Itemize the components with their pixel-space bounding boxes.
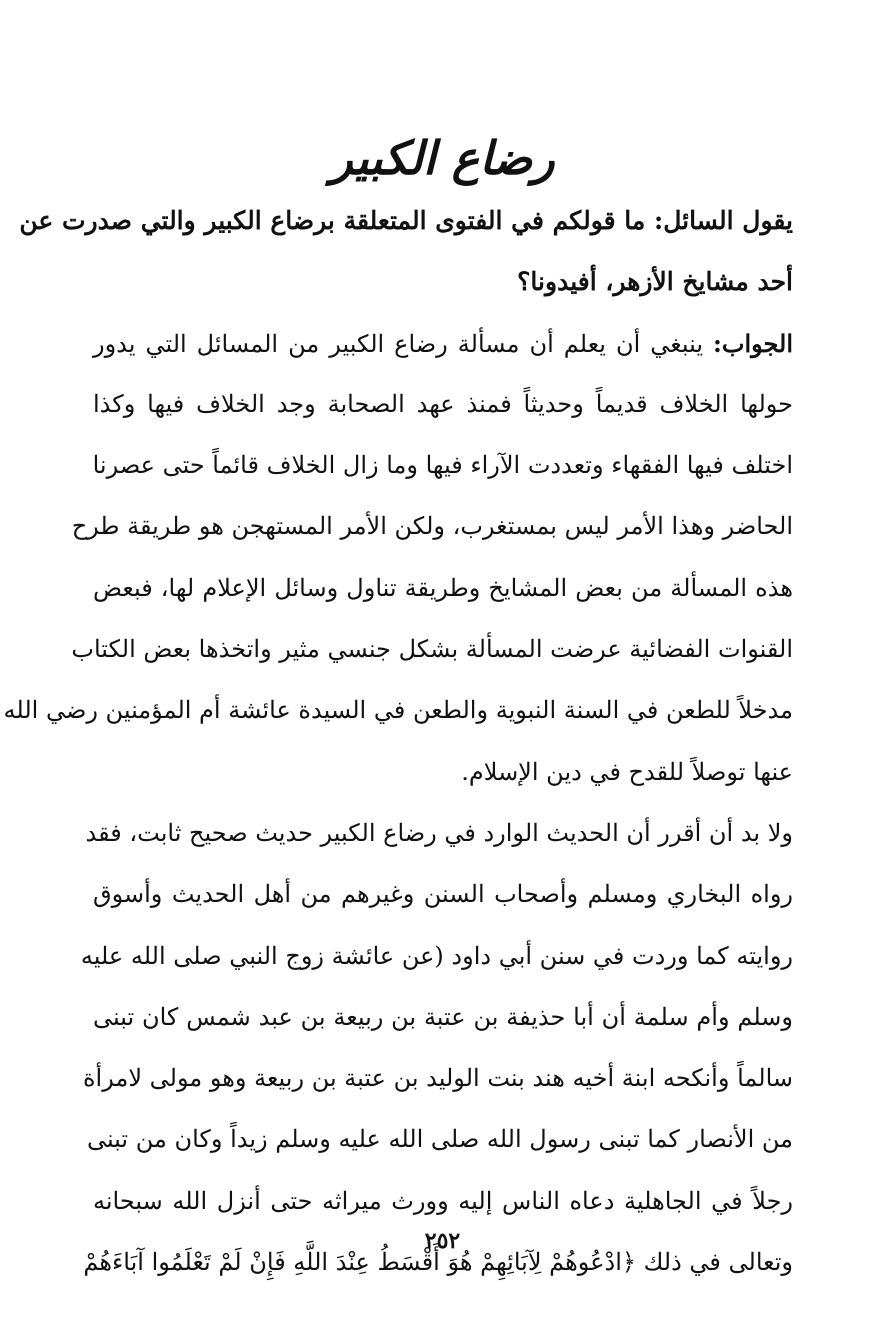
answer-line: الحاضر وهذا الأمر ليس بمستغرب، ولكن الأمر المستهجن هو طريقة طرح bbox=[71, 512, 793, 541]
paragraph-line: ولا بد أن أقرر أن الحديث الوارد في رضاع الكبير حديث صحيح ثابت، فقد bbox=[85, 818, 793, 847]
paragraph-line: وتعالى في ذلك ﴿ادْعُوهُمْ لِآبَائِهِمْ هُوَ أَقْسَطُ عِنْدَ اللَّهِ فَإِنْ لَمْ تَعْلَمُوا آبَاءَهُمْ bbox=[83, 1248, 793, 1277]
answer-line: اختلف فيها الفقهاء وتعددت الآراء فيها وما زال الخلاف قائماً حتى عصرنا bbox=[92, 451, 793, 480]
answer-line: القنوات الفضائية عرضت المسألة بشكل جنسي مثير واتخذها بعض الكتاب bbox=[71, 635, 793, 664]
paragraph-line: روايته كما وردت في سنن أبي داود (عن عائشة زوج النبي صلى الله عليه bbox=[80, 941, 793, 970]
paragraph-line: من الأنصار كما تبنى رسول الله صلى الله عليه وسلم زيداً وكان من تبنى bbox=[86, 1125, 793, 1154]
answer-line: هذه المسألة من بعض المشايخ وطريقة تناول وسائل الإعلام لها، فبعض bbox=[93, 573, 793, 602]
paragraph-line: وسلم وأم سلمة أن أبا حذيفة بن عتبة بن ربيعة بن عبد شمس كان تبنى bbox=[93, 1002, 793, 1031]
answer-first-line bbox=[93, 313, 793, 374]
answer-line: حولها الخلاف قديماً وحديثاً فمنذ عهد الصحابة وجد الخلاف فيها وكذا bbox=[93, 389, 793, 418]
answer-line: عنها توصلاً للقدح في دين الإسلام. bbox=[461, 757, 793, 786]
answer-line: مدخلاً للطعن في السنة النبوية والطعن في السيدة عائشة أم المؤمنين رضي الله bbox=[3, 696, 793, 725]
question-line: يقول السائل: ما قولكم في الفتوى المتعلقة برضاع الكبير والتي صدرت عن bbox=[19, 206, 793, 235]
answer-first-line-text: ينبغي أن يعلم أن مسألة رضاع الكبير من المسائل التي يدور bbox=[93, 329, 713, 358]
paragraph-line: رجلاً في الجاهلية دعاه الناس إليه وورث ميراثه حتى أنزل الله سبحانه bbox=[93, 1186, 793, 1215]
question-line: أحد مشايخ الأزهر، أفيدونا؟ bbox=[517, 267, 793, 297]
body-text bbox=[3, 190, 793, 1293]
page-number: ٢٥٢ bbox=[424, 1228, 461, 1254]
paragraph-line: رواه البخاري ومسلم وأصحاب السنن وغيرهم من أهل الحديث وأسوق bbox=[93, 880, 793, 909]
answer-label: الجواب: bbox=[713, 328, 793, 358]
page-title: رضاع الكبير bbox=[330, 131, 555, 185]
paragraph-line: سالماً وأنكحه ابنة أخيه هند بنت الوليد بن عتبة بن ربيعة وهو مولى لامرأة bbox=[82, 1064, 793, 1093]
